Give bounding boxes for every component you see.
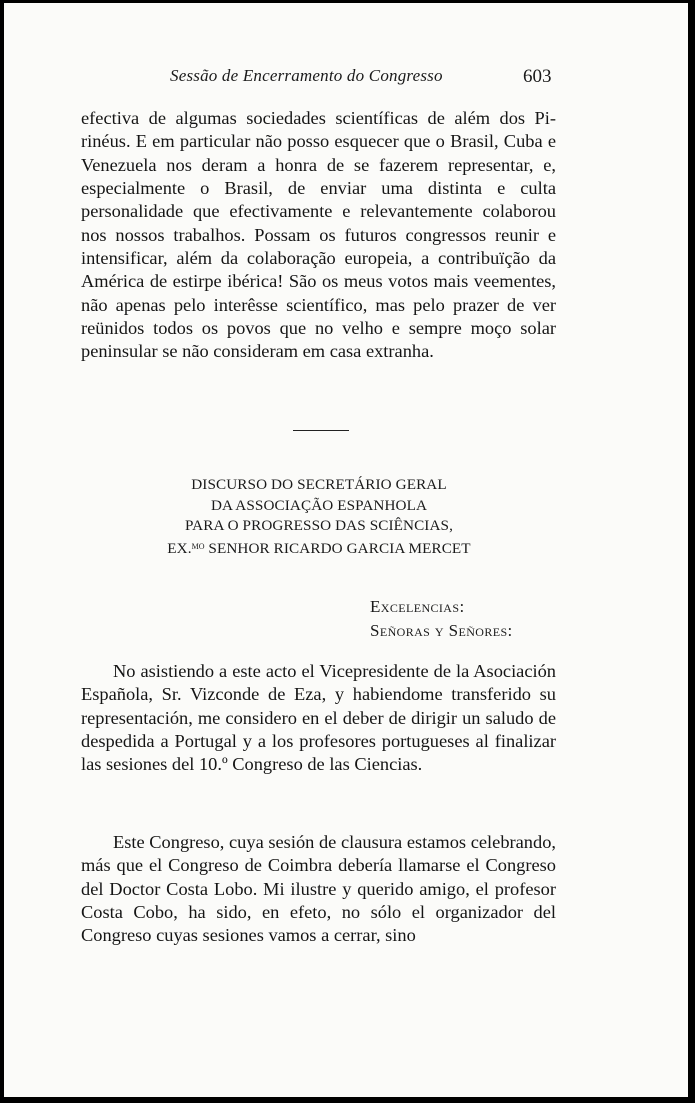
- heading-line-3: PARA O PROGRESSO DAS SCIÊNCIAS,: [185, 517, 453, 534]
- heading-line-1: DISCURSO DO SECRETÁRIO GERAL: [191, 476, 447, 493]
- page-number: 603: [523, 66, 552, 87]
- paragraph-spanish-congress: Este Congreso, cuya sesión de clausura estamos celebrando, más que el Congreso de Coimbra debería llamarse el Congreso del Doctor Costa Lobo. Mi ilustre y querido amigo, el profesor Costa Cobo, ha sido, en efeto, no sólo el organizador del Congreso cuyas sesiones vamos a cerrar, sino: [81, 832, 556, 946]
- section-divider-rule: [293, 430, 349, 431]
- paragraph-spanish-greeting: No asistiendo a este acto el Vicepresidente de la Asociación Española, Sr. Vizconde de Eza, y habiendome transferido su representación, me considero en el deber de dirigir un saludo de despedida a Portugal y a los profesores portugueses al finalizar las sesiones del 10.º Congreso de las Ciencias.: [81, 661, 556, 775]
- salutation-line-1: Excelencias:: [370, 597, 465, 616]
- heading-line-4: [104, 537, 534, 560]
- paragraph-portuguese-closing: efectiva de algumas sociedades scientíficas de além dos Pirinéus. E em particular não posso esquecer que o Brasil, Cuba e Venezuela nos deram a honra de se fazerem representar, e, especialmente o Brasil, de enviar uma distinta e culta personalidade que efectivamente e relevantemente colaborou nos nossos trabalhos. Possam os futuros congressos reunir e intensificar, além da colaboração europeia, a contribuïção da América de estirpe ibérica! São os meus votos mais veementes, não apenas pelo interêsse scientífico, mas pelo prazer de ver reünidos todos os povos que no velho e sempre moço solar peninsular se não consideram em casa extranha.: [81, 108, 556, 362]
- heading-honorific-superscript: MO: [191, 541, 205, 551]
- heading-honorific: EX.: [167, 539, 192, 557]
- running-head-title: Sessão de Encerramento do Congresso: [170, 66, 443, 85]
- heading-speaker-name: SENHOR RICARDO GARCIA MERCET: [204, 539, 471, 557]
- running-head: [4, 66, 688, 94]
- salutation: [370, 595, 513, 643]
- heading-line-2: DA ASSOCIAÇÃO ESPANHOLA: [210, 496, 428, 514]
- book-page: [4, 3, 688, 1097]
- salutation-line-2: Señoras y Señores:: [370, 621, 513, 640]
- speech-heading: [104, 475, 534, 559]
